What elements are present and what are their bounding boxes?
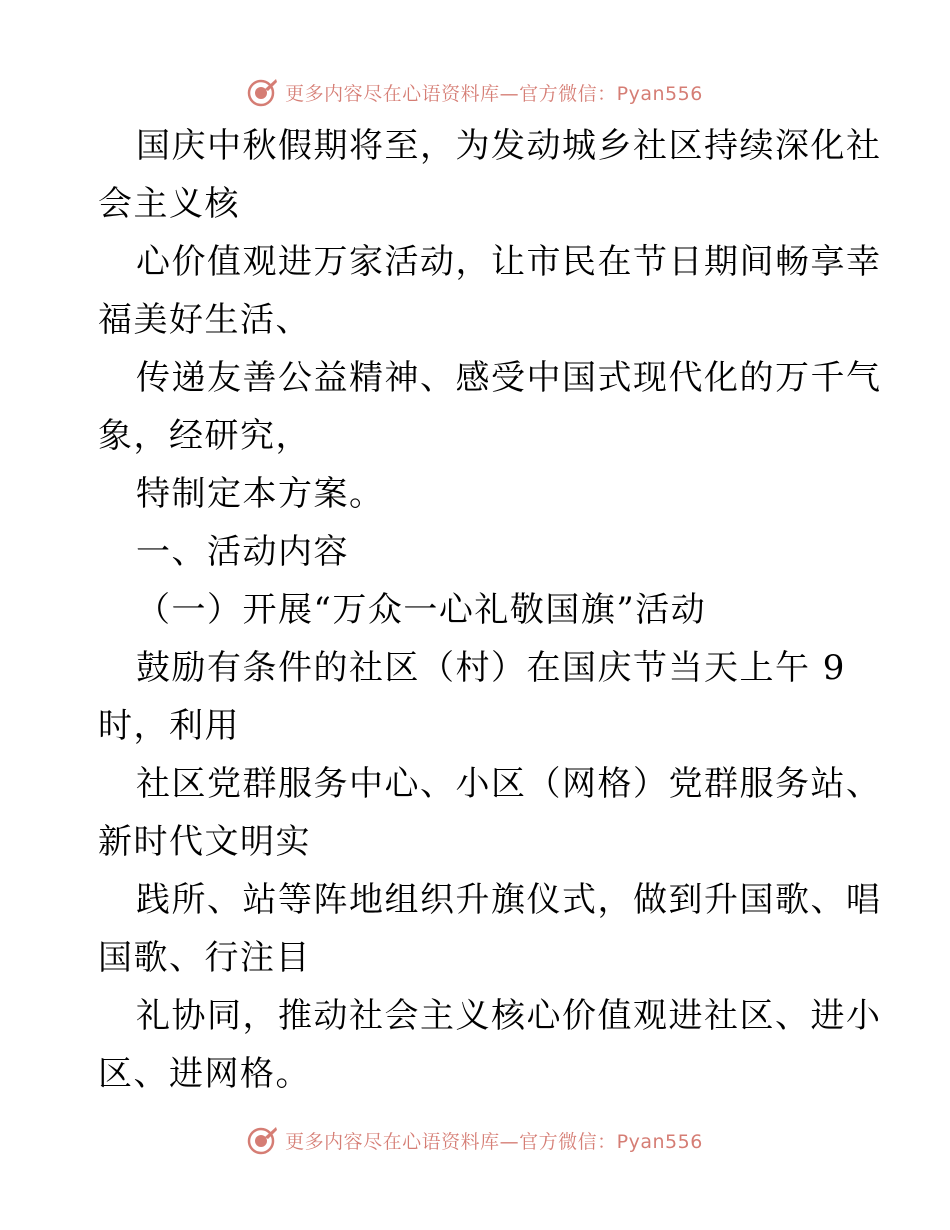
watermark-logo-icon — [247, 76, 279, 108]
paragraph-line: 践所、站等阵地组织升旗仪式，做到升国歌、唱 — [136, 880, 882, 920]
paragraph-line: 会主义核 — [98, 184, 240, 224]
paragraph-line: 区、进网格。 — [98, 1054, 311, 1094]
header-watermark — [0, 72, 950, 112]
paragraph-line: 鼓励有条件的社区（村）在国庆节当天上午 9 — [136, 648, 846, 688]
paragraph-line: 传递友善公益精神、感受中国式现代化的万千气 — [136, 358, 882, 398]
paragraph-line: 特制定本方案。 — [136, 474, 385, 514]
paragraph-line: 社区党群服务中心、小区（网格）党群服务站、 — [136, 764, 882, 804]
watermark-text: 更多内容尽在心语资料库—官方微信：Pyan556 — [285, 1130, 703, 1153]
paragraph-line: 象，经研究， — [98, 416, 311, 456]
watermark-text: 更多内容尽在心语资料库—官方微信：Pyan556 — [285, 82, 703, 105]
paragraph-line: 心价值观进万家活动，让市民在节日期间畅享幸 — [136, 242, 882, 282]
paragraph-line: 新时代文明实 — [98, 822, 311, 862]
footer-watermark — [0, 1120, 950, 1160]
paragraph-line: 时，利用 — [98, 706, 240, 746]
document-body — [98, 117, 882, 1103]
watermark-logo-icon — [247, 1124, 279, 1156]
subsection-heading: （一）开展“万众一心礼敬国旗”活动 — [136, 590, 707, 630]
section-heading: 一、活动内容 — [136, 532, 349, 572]
paragraph-line: 国歌、行注目 — [98, 938, 311, 978]
paragraph-line: 福美好生活、 — [98, 300, 311, 340]
paragraph-line: 礼协同，推动社会主义核心价值观进社区、进小 — [136, 996, 882, 1036]
paragraph-line: 国庆中秋假期将至，为发动城乡社区持续深化社 — [136, 126, 882, 166]
